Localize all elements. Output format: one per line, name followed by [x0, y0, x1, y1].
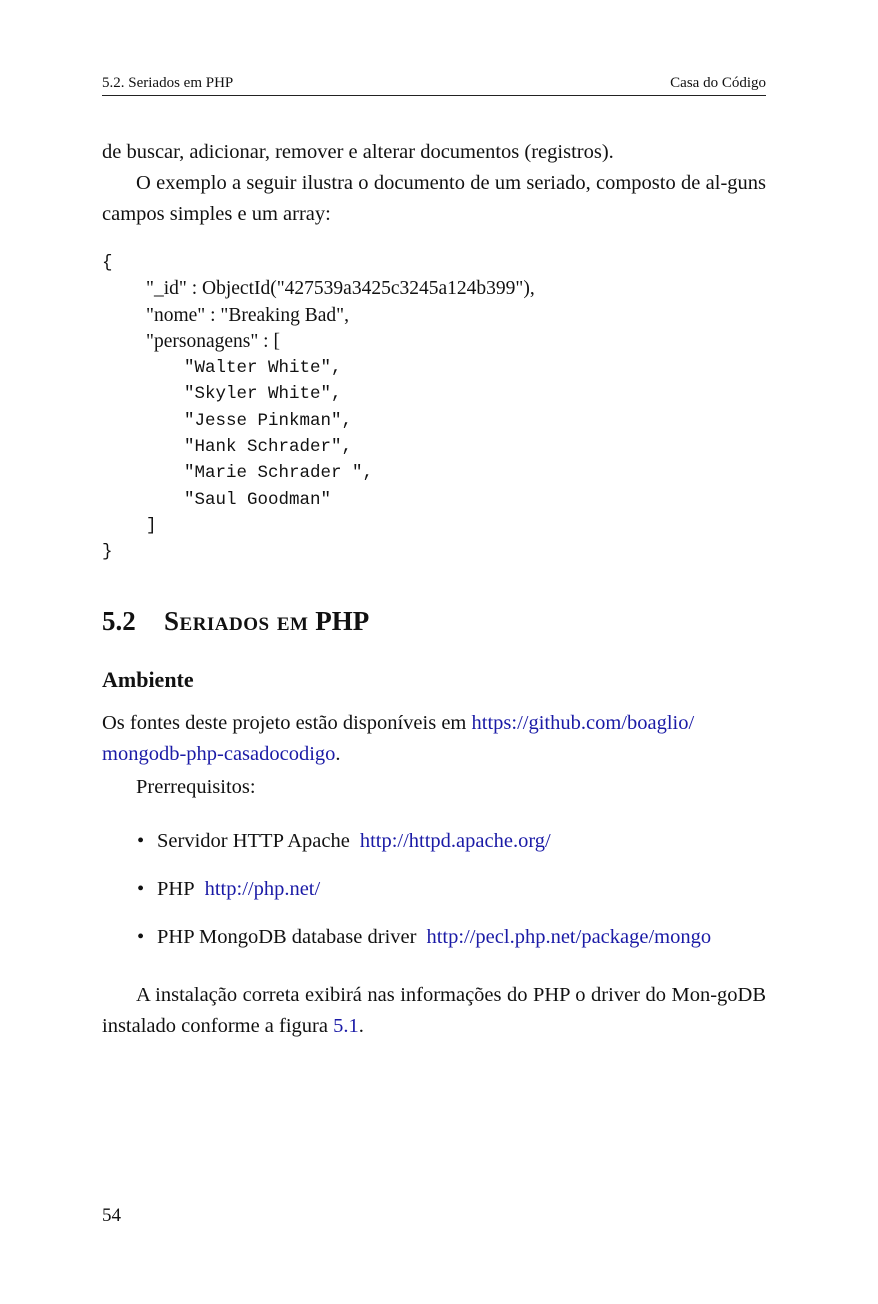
running-header-section: 5.2. Seriados em PHP	[102, 75, 234, 91]
page-number: 54	[102, 1205, 121, 1226]
list-item	[102, 922, 782, 953]
code-close-brace: }	[102, 542, 113, 563]
code-block	[102, 250, 766, 566]
github-link-part1: https://github.com/boaglio/	[471, 712, 695, 734]
apache-link[interactable]: http://httpd.apache.org/	[359, 830, 551, 852]
ambiente-period: .	[335, 743, 341, 765]
section-number: 5.2	[102, 606, 136, 636]
prerequisites-label: Prerrequisitos:	[136, 776, 256, 798]
section-title-smallcaps: Seriados em	[164, 606, 309, 636]
intro-paragraph: O exemplo a seguir ilustra o documento de um seriado, composto de al-guns campos simples e um array:	[102, 172, 766, 225]
mongo-driver-link[interactable]: http://pecl.php.net/package/mongo	[426, 926, 712, 948]
code-array-item: "Marie Schrader ",	[184, 463, 374, 484]
github-link-part2: mongodb-php-casadocodigo	[102, 743, 336, 765]
code-close-bracket: ]	[146, 515, 157, 536]
list-item	[102, 826, 782, 857]
bullet-icon: •	[137, 926, 145, 948]
running-header-publisher: Casa do Código	[670, 75, 766, 91]
prerequisites-list	[102, 826, 782, 970]
code-personagens-line: "personagens" : [	[146, 330, 280, 352]
bullet-icon: •	[137, 878, 145, 900]
list-item-label: Servidor HTTP Apache	[157, 830, 350, 852]
code-array-item: "Walter White",	[184, 358, 342, 379]
intro-continuation: de buscar, adicionar, remover e alterar documentos (registros).	[102, 141, 614, 163]
closing-paragraph	[102, 980, 766, 1042]
php-link[interactable]: http://php.net/	[204, 878, 321, 900]
ambiente-text: Os fontes deste projeto estão disponíveis em	[102, 712, 467, 734]
closing-text: A instalação correta exibirá nas informações do PHP o driver do Mon-goDB instalado conforme a figura	[102, 984, 766, 1037]
code-array-item: "Saul Goodman"	[184, 489, 332, 510]
running-header	[102, 74, 766, 96]
list-item-label: PHP MongoDB database driver	[157, 926, 417, 948]
ambiente-paragraph	[102, 708, 766, 770]
subsection-heading: Ambiente	[102, 667, 194, 692]
closing-period: .	[358, 1015, 364, 1037]
list-item-label: PHP	[157, 878, 195, 900]
section-title-php: PHP	[315, 606, 370, 636]
bullet-icon: •	[137, 830, 145, 852]
figure-reference-link[interactable]: 5.1	[333, 1015, 359, 1037]
code-id-line: "_id" : ObjectId("427539a3425c3245a124b399"),	[146, 278, 535, 300]
code-array-item: "Hank Schrader",	[184, 437, 353, 458]
code-array-item: "Skyler White",	[184, 384, 342, 405]
code-open-brace: {	[102, 253, 113, 273]
code-nome-line: "nome" : "Breaking Bad",	[146, 304, 349, 326]
section-heading	[102, 604, 369, 638]
code-array-item: "Jesse Pinkman",	[184, 410, 353, 431]
list-item	[102, 874, 782, 905]
